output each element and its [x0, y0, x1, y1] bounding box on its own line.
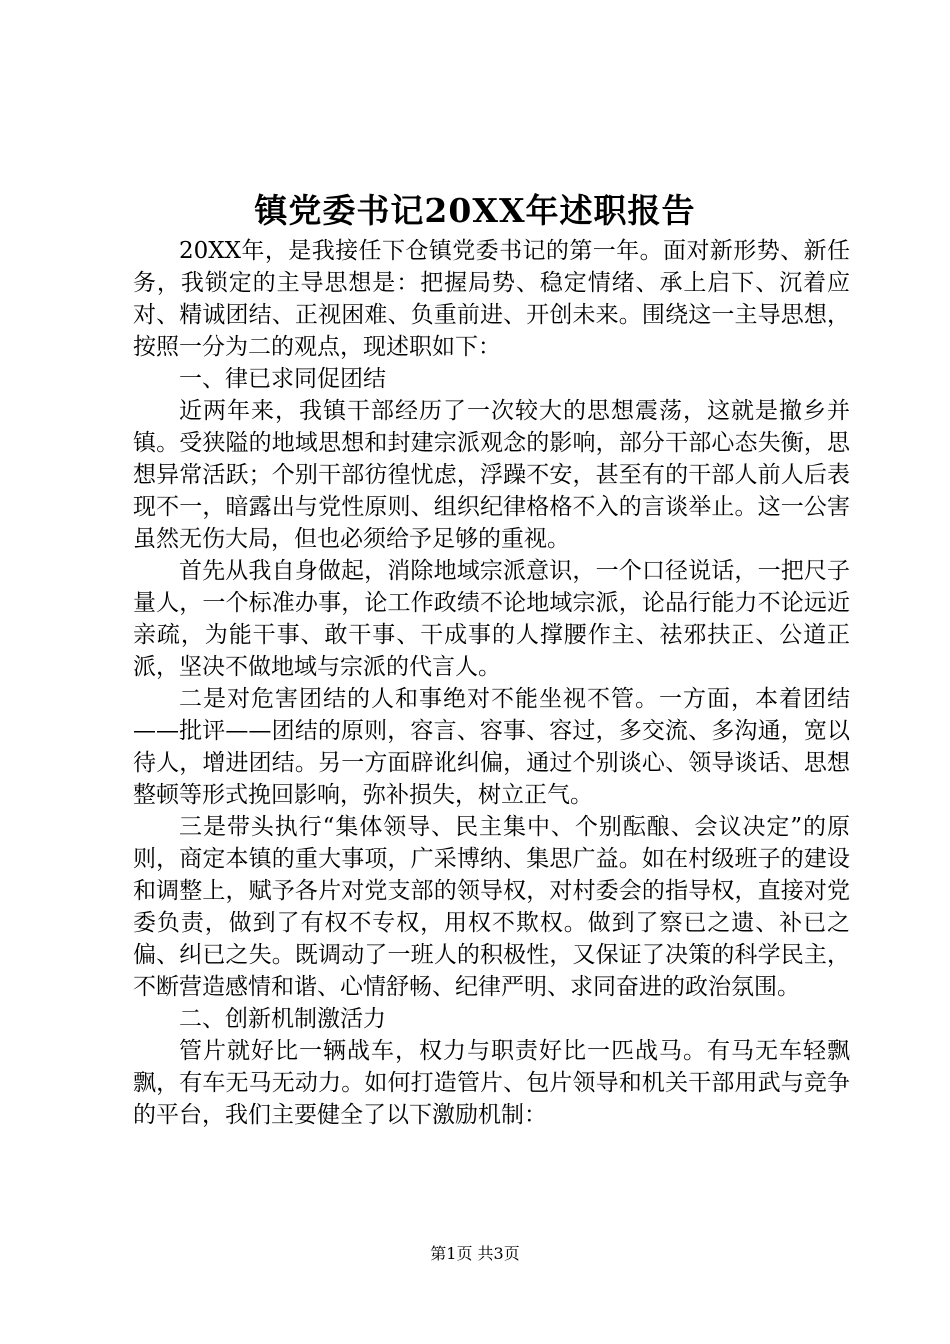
paragraph: 三是带头执行“集体领导、民主集中、个别酝酿、会议决定”的原则，商定本镇的重大事项，广采博纳、集思广益。如在村级班子的建设和调整上，赋予各片对党支部的领导权，对村委会的指导权，直接对党委负责，做到了有权不专权，用权不欺权。做到了察已之遗、补已之偏、纠已之失。既调动了一班人的积极性，又保证了决策的科学民主，不断营造感情和谐、心情舒畅、纪律严明、求同奋进的政治氛围。 [133, 814, 850, 1000]
page-number-footer: 第1页 共3页 [430, 1244, 520, 1263]
section-heading-2: 二、创新机制激活力 [179, 1006, 386, 1032]
paragraph: 首先从我自身做起，消除地域宗派意识，一个口径说话，一把尺子量人，一个标准办事，论工作政绩不论地域宗派，论品行能力不论远近亲疏，为能干事、敢干事、干成事的人撑腰作主、祛邪扶正、公道正派，坚决不做地域与宗派的代言人。 [133, 558, 850, 680]
paragraph: 近两年来，我镇干部经历了一次较大的思想震荡，这就是撤乡并镇。受狭隘的地域思想和封建宗派观念的影响，部分干部心态失衡，思想异常活跃；个别干部彷徨忧虑，浮躁不安，甚至有的干部人前人后表现不一，暗露出与党性原则、组织纪律格格不入的言谈举止。这一公害虽然无伤大局，但也必须给予足够的重视。 [133, 398, 850, 552]
document-body [133, 235, 850, 1131]
paragraph-intro: 20XX年，是我接任下仓镇党委书记的第一年。面对新形势、新任务，我锁定的主导思想是：把握局势、稳定情绪、承上启下、沉着应对、精诚团结、正视困难、负重前进、开创未来。围绕这一主导思想，按照一分为二的观点，现述职如下： [133, 238, 850, 360]
section-heading-1: 一、律已求同促团结 [179, 366, 386, 392]
document-title: 镇党委书记20XX年述职报告 [254, 191, 696, 230]
paragraph: 管片就好比一辆战车，权力与职责好比一匹战马。有马无车轻飘飘，有车无马无动力。如何打造管片、包片领导和机关干部用武与竞争的平台，我们主要健全了以下激励机制： [133, 1038, 850, 1128]
paragraph: 二是对危害团结的人和事绝对不能坐视不管。一方面，本着团结——批评——团结的原则，容言、容事、容过，多交流、多沟通，宽以待人，增进团结。另一方面辟讹纠偏，通过个别谈心、领导谈话、思想整顿等形式挽回影响，弥补损失，树立正气。 [133, 686, 850, 808]
